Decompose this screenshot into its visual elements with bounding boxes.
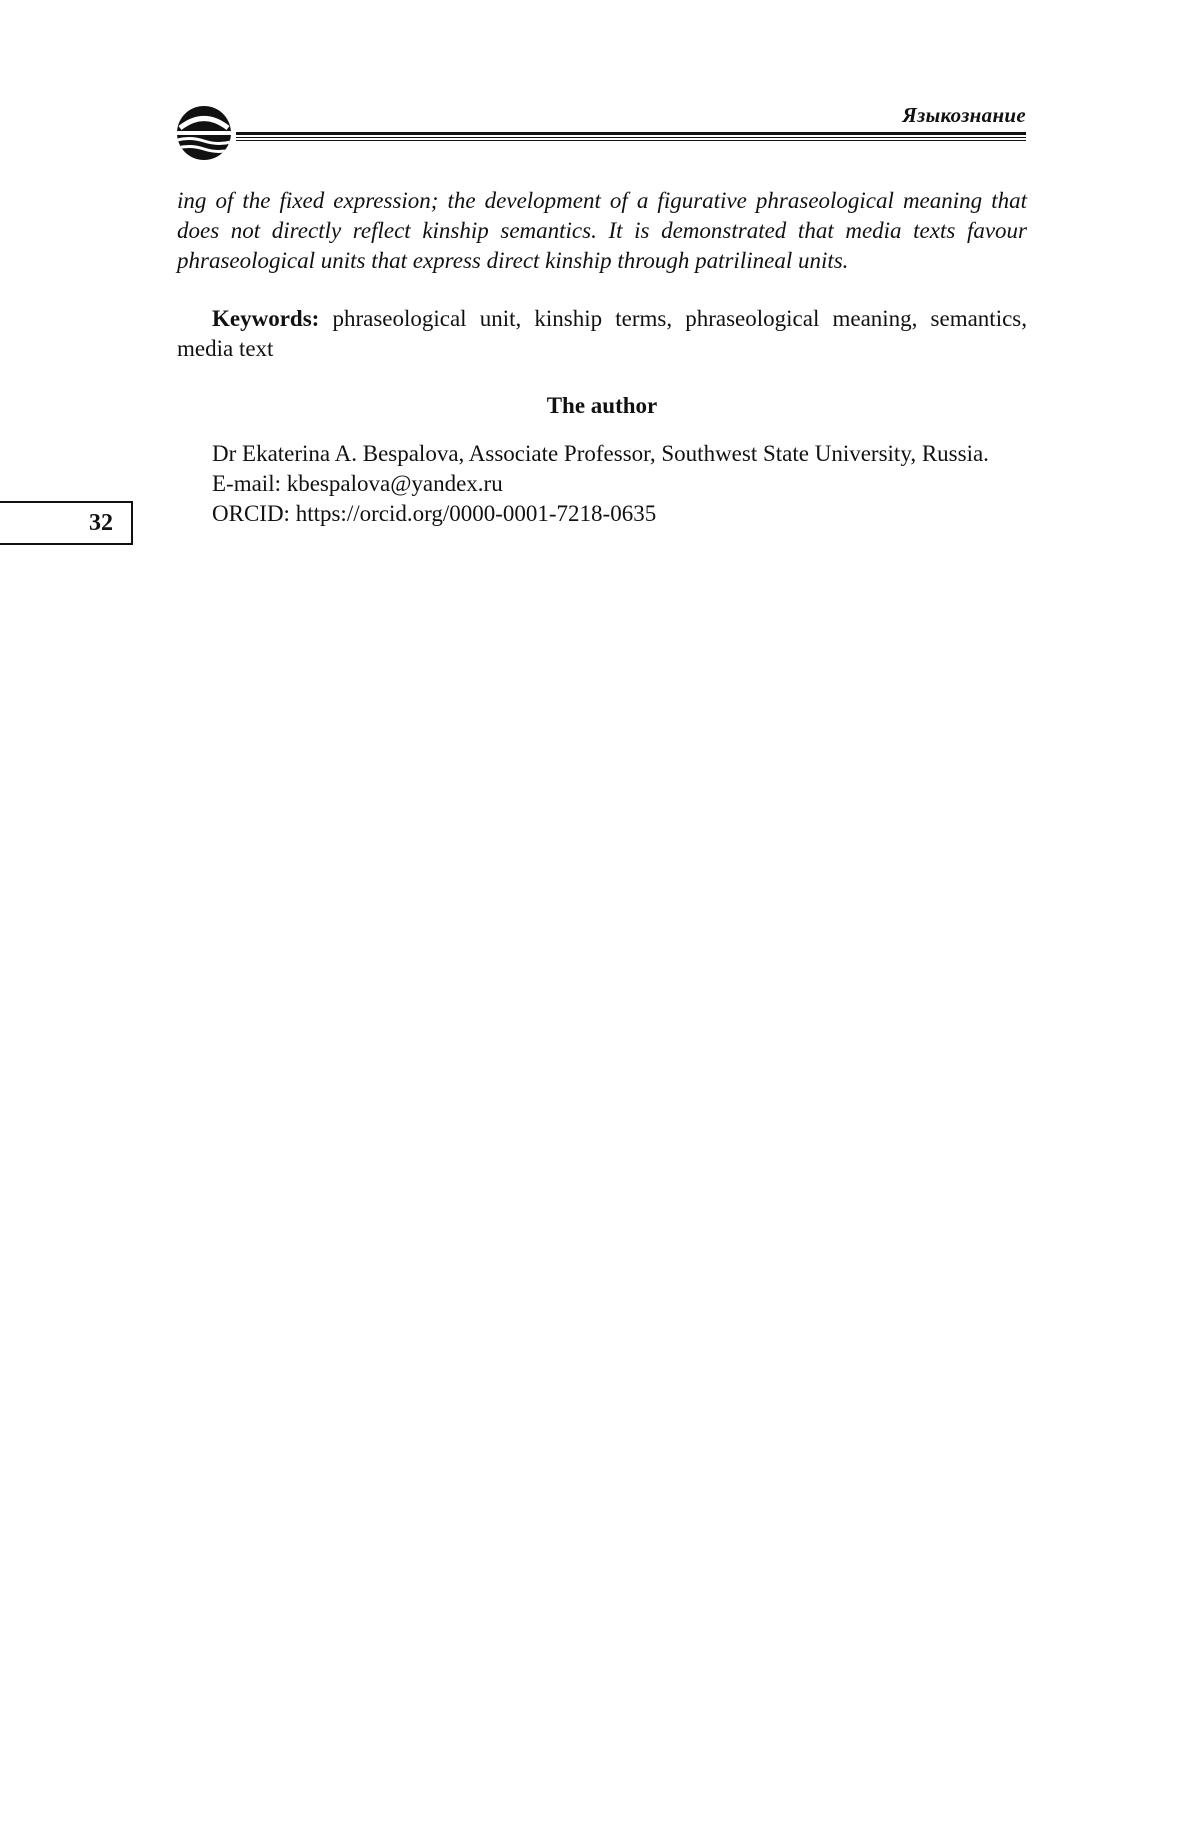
author-orcid: ORCID: https://orcid.org/0000-0001-7218-0635 [212,501,657,526]
keywords-text: phraseological unit, kinship terms, phraseological meaning, semantics, media text [177,306,1027,361]
author-heading: The author [546,393,658,418]
author-info [177,439,1027,529]
running-section-title: Языкознание [902,103,1026,127]
abstract-continuation [177,186,1027,276]
author-description: Dr Ekaterina A. Bespalova, Associate Professor, Southwest State University, Russia. [212,441,989,466]
author-email: E-mail: kbespalova@yandex.ru [212,471,503,496]
header-rule-thin [236,137,1026,138]
header-rule-thick [236,132,1026,135]
keywords-label: Keywords: [212,306,320,331]
keywords-paragraph [177,304,1027,364]
journal-wave-logo-icon [174,103,234,163]
abstract-paragraph: ing of the fixed expression; the development of a figurative phraseological meaning that does not directly reflect kinship semantics. It is demonstrated that media texts favour phraseological units that express direct kinship through patrilineal units. [177,188,1027,273]
page-number-box [0,501,133,545]
page-number: 32 [89,509,113,536]
header-rule-thin [236,140,1026,141]
